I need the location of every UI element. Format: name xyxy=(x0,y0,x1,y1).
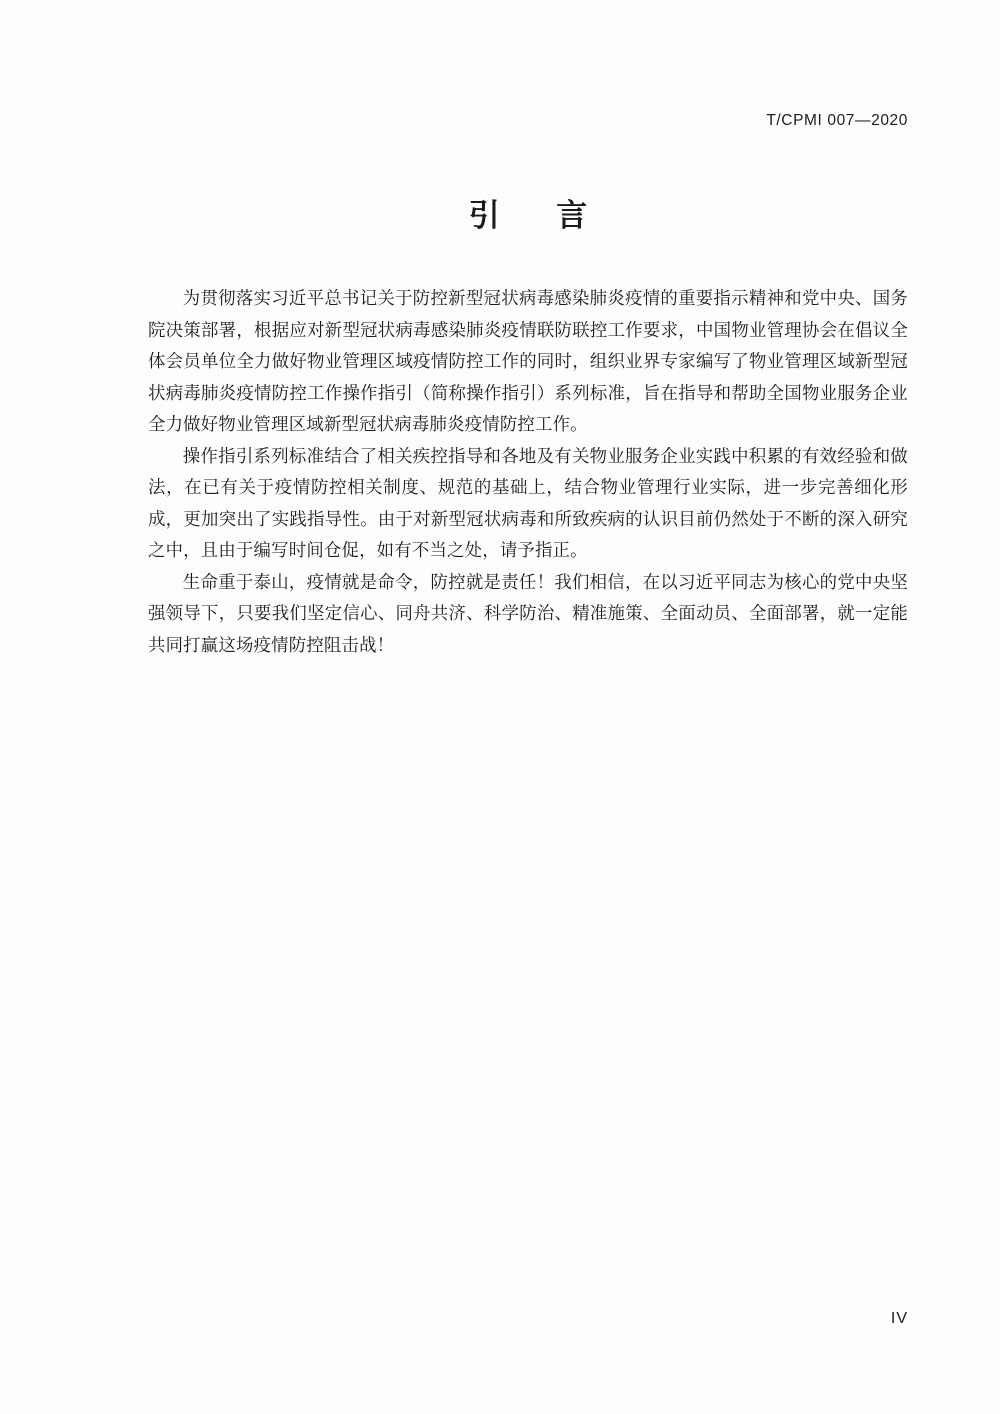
paragraph: 为贯彻落实习近平总书记关于防控新型冠状病毒感染肺炎疫情的重要指示精神和党中央、国务院决策部署，根据应对新型冠状病毒感染肺炎疫情联防联控工作要求，中国物业管理协会在倡议全体会员单位全力做好物业管理区域疫情防控工作的同时，组织业界专家编写了物业管理区域新型冠状病毒肺炎疫情防控工作操作指引（简称操作指引）系列标准，旨在指导和帮助全国物业服务企业全力做好物业管理区域新型冠状病毒肺炎疫情防控工作。 xyxy=(148,289,908,435)
page-content-area xyxy=(148,0,908,1414)
foreword-body xyxy=(148,284,908,662)
paragraph: 生命重于泰山，疫情就是命令，防控就是责任！我们相信，在以习近平同志为核心的党中央坚强领导下，只要我们坚定信心、同舟共济、科学防治、精准施策、全面动员、全面部署，就一定能共同打赢这场疫情防控阻击战！ xyxy=(148,572,908,656)
page-header-standard-code: T/CPMI 007—2020 xyxy=(766,112,908,129)
page-title: 引 言 xyxy=(468,198,612,233)
paragraph: 操作指引系列标准结合了相关疾控指导和各地及有关物业服务企业实践中积累的有效经验和做法，在已有关于疫情防控相关制度、规范的基础上，结合物业管理行业实际，进一步完善细化形成，更加突出了实践指导性。由于对新型冠状病毒和所致疾病的认识目前仍然处于不断的深入研究之中，且由于编写时间仓促，如有不当之处，请予指正。 xyxy=(148,446,908,561)
page-number: IV xyxy=(890,1310,908,1327)
